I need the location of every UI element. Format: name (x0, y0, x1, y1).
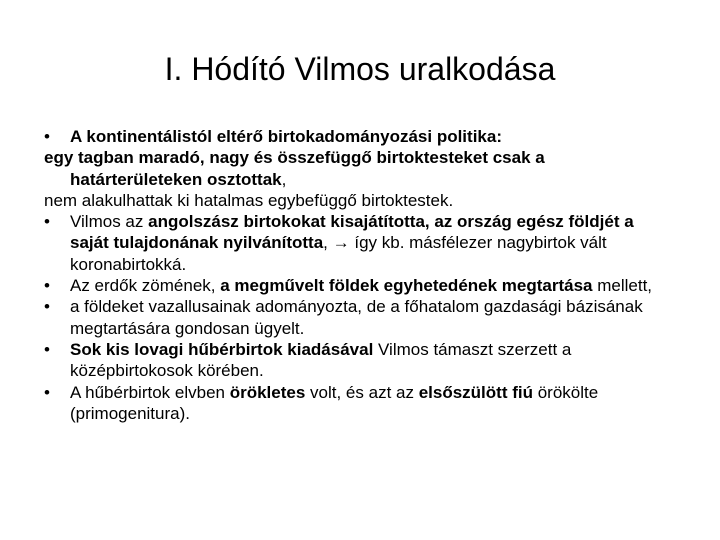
bold-text: a megművelt földek egyhetedének megtartása (220, 276, 593, 296)
text: nem alakulhattak ki hatalmas egybefüggő birtoktestek. (44, 190, 454, 210)
bold-text: örökletes (229, 382, 306, 402)
bullet-glyph: • (44, 382, 50, 402)
bold-text: egy tagban maradó, nagy és összefüggő birtoktesteket csak a határterületeken osztottak (44, 148, 545, 189)
text: volt, és azt az (305, 382, 419, 402)
text: a földeket vazallusainak adományozta, de a főhatalom gazdasági bázisának megtartására gondosan ügyelt. (70, 297, 643, 338)
text: Vilmos támaszt szerzett a középbirtokosok körében. (70, 339, 572, 381)
text-line (44, 147, 674, 190)
bullet-item (44, 296, 674, 339)
bold-text: A kontinentálistól eltérő birtokadományozási politika: (70, 127, 502, 146)
text: mellett, (592, 276, 653, 296)
slide-body (44, 126, 674, 424)
slide-title: I. Hódító Vilmos uralkodása (164, 51, 556, 87)
bullet-glyph: • (44, 339, 50, 359)
bullet-item (44, 382, 674, 425)
bold-text: elsőszülött fiú (418, 382, 533, 402)
bullet-glyph: • (44, 212, 50, 232)
text: Az erdők zömének, (70, 276, 221, 296)
text: örökölte (primogenitura). (70, 382, 599, 423)
bold-text: angolszász birtokokat kisajátította, az ország egész földjét a saját tulajdonának nyilvánította (70, 212, 634, 253)
text: , → így kb. másfélezer nagybirtok vált koronabirtokká. (70, 233, 607, 274)
bullet-item (44, 126, 674, 147)
bullet-glyph: • (44, 276, 50, 296)
bullet-item (44, 275, 674, 296)
text-line (44, 190, 674, 211)
text: Vilmos az (70, 212, 149, 232)
text: A hűbérbirtok elvben (70, 382, 230, 402)
bold-text: Sok kis lovagi hűbérbirtok kiadásával (70, 339, 374, 359)
bullet-glyph: • (44, 127, 50, 146)
bullet-item (44, 211, 674, 275)
bullet-item (44, 339, 674, 382)
text: , (281, 169, 287, 189)
bullet-glyph: • (44, 297, 50, 317)
